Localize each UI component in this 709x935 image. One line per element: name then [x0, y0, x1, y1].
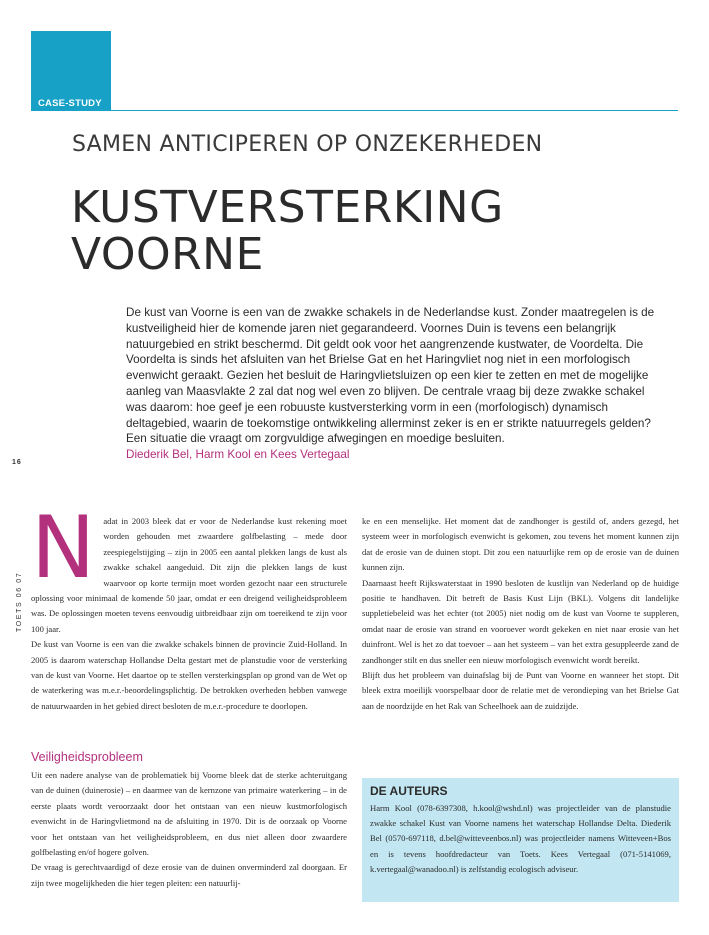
authors-box [362, 778, 679, 902]
column-left-top [31, 498, 347, 714]
header-rule [31, 110, 678, 111]
section-label: CASE-STUDY [38, 98, 102, 109]
body-paragraph: De vraag is gerechtvaardigd of deze erosie van de duinen onverminderd zal doorgaan. Er zijn twee mogelijkheden die hier tegen pleiten: een natuurlij- [31, 862, 347, 888]
body-paragraph: adat in 2003 bleek dat er voor de Nederlandse kust rekening moet worden gehouden met zwaardere golfbelasting – mede door zeespiegelstijging – zijn in 2005 een aantal plekken langs de kust als zwakke schakel aangeduid. Dit zijn die plekken langs de kust waarvoor op korte termijn moet worden gezocht naar een structurele oplossing voor minimaal de komende 50 jaar, omdat er een dreigend veiligheidsprobleem was. De oplossingen moeten tevens eenvoudig uitbreidbaar zijn om toereikend te zijn voor 100 jaar. [31, 516, 347, 634]
intro-authors: Diederik Bel, Harm Kool en Kees Vertegaal [126, 448, 350, 462]
section-heading: Veiligheidsprobleem [31, 750, 143, 764]
intro-lead [126, 305, 666, 463]
headline [71, 184, 504, 278]
body-paragraph: Blijft dus het probleem van duinafslag bij de Punt van Voorne en wanneer het stopt. Dit bleek extra moeilijk voorspelbaar door de relatie met de verondieping van het Brielse Gat aan de noordzijde en het Rak van Scheelhoek aan de zuidzijde. [362, 670, 679, 711]
intro-text: De kust van Voorne is een van de zwakke schakels in de Nederlandse kust. Zonder maatregelen is de kustveiligheid hier de komende jaren niet gegarandeerd. Voornes Duin is tevens een belangrijk natuurgebied en strikt beschermd. Dit geldt ook voor het aangrenzende kustwater, de Voordelta. Die Voordelta is sinds het afsluiten van het Brielse Gat en het Haringvliet nog niet in een morfologisch evenwicht geraakt. Gezien het besluit de Haringvlietsluizen op een kier te zetten en met de mogelijke aanleg van Maasvlakte 2 zal dat nog wel even zo blijven. De centrale vraag bij deze zwakke schakel was daarom: hoe geef je een robuuste kustversterking vorm in een (morfologisch) dynamisch deltagebied, waarin de toekomstige ontwikkeling allerminst zeker is en er strikte natuurregels gelden? Een situatie die vraagt om zorgvuldige afwegingen en moedige besluiten. [126, 306, 655, 446]
kicker-title: SAMEN ANTICIPEREN OP ONZEKERHEDEN [72, 132, 543, 157]
body-paragraph: De kust van Voorne is een van die zwakke schakels binnen de provincie Zuid-Holland. In 2005 is daarom waterschap Hollandse Delta gestart met de planstudie voor de versterking van de kust van Voorne. Het daartoe op te stellen versterkingsplan op grond van de Wet op de waterkering was m.e.r.-beoordelingsplichtig. De betrokken overheden hebben vanwege de natuurwaarden in het gebied direct besloten de m.e.r.-procedure te doorlopen. [31, 639, 347, 711]
authors-box-title: DE AUTEURS [370, 784, 448, 798]
column-left-bottom [31, 768, 347, 891]
page-number: 16 [12, 459, 22, 466]
journal-label: TOETS 06 07 [16, 571, 23, 632]
headline-line-2: VOORNE [71, 229, 264, 280]
body-paragraph: ke en een menselijke. Het moment dat de zandhonger is gestild of, anders gezegd, het systeem weer in morfologisch evenwicht is gekomen, zou tevens het moment kunnen zijn dat de erosie van de duinen stopt. Dit zou een natuurlijke rem op de erosie van de duinen kunnen zijn. [362, 516, 679, 573]
drop-cap: N [31, 498, 96, 598]
body-paragraph: Daarnaast heeft Rijkswaterstaat in 1990 besloten de kustlijn van Nederland op de huidige positie te handhaven. Dit betreft de Basis Kust Lijn (BKL). Volgens dit landelijke suppletiebeleid was het echter (tot 2005) niet nodig om de kust van Voorne te suppleren, omdat naar de erosie van strand en vooroever wordt gekeken en niet naar erosie van het duinfront. Wel is het zo dat toevoer – aan het systeem – van het extra gesuppleerde zand de zandhonger stilt en dus sneller een nieuw morfologisch evenwicht wordt bereikt. [362, 577, 679, 665]
body-paragraph: Uit een nadere analyse van de problematiek bij Voorne bleek dat de sterke achteruitgang van de duinen (duinerosie) – en daarmee van de kernzone van primaire waterkering – in de eerste plaats wordt veroorzaakt door het ontstaan van een nieuw kustmorfologisch evenwicht in de Haringvlietmond na de afsluiting in 1970. Dit is de oorzaak op Voorne voor het ontstaan van het veiligheidsprobleem, en dus niet alleen door zwaardere golfbelasting en/of hogere golven. [31, 770, 347, 858]
authors-box-text: Harm Kool (078-6397308, h.kool@wshd.nl) was projectleider van de planstudie zwakke schakel Kust van Voorne namens het waterschap Hollandse Delta. Diederik Bel (0570-697118, d.bel@witteveenbos.nl) was projectleider namens Witteveen+Bos en is tevens hoofdredacteur van Toets. Kees Vertegaal (071-5141069, k.vertegaal@wanadoo.nl) is zelfstandig ecologisch adviseur. [370, 803, 671, 874]
headline-line-1: KUSTVERSTERKING [71, 182, 504, 233]
column-right [362, 514, 679, 714]
